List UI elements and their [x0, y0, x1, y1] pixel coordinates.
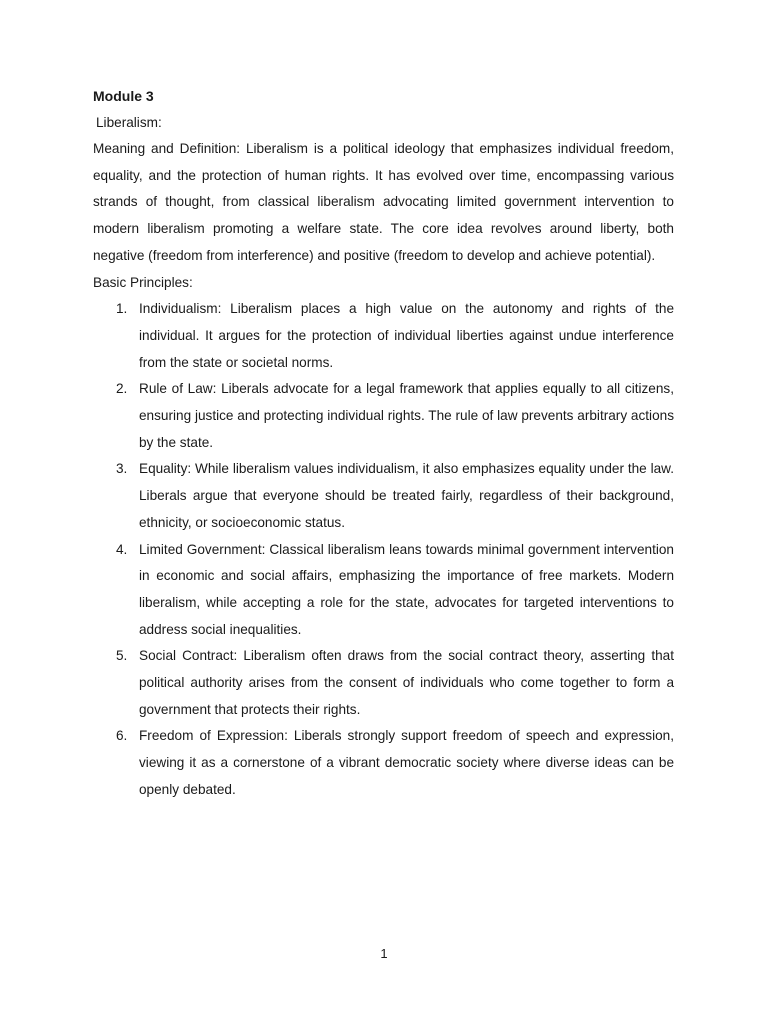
list-item-text: Individualism: Liberalism places a high value on the autonomy and rights of the individual. It argues for the protection of individual liberties against undue interference from the state or societal norms. — [139, 301, 674, 370]
document-body — [93, 86, 674, 804]
list-item-text: Limited Government: Classical liberalism leans towards minimal government intervention in economic and social affairs, emphasizing the importance of free markets. Modern liberalism, while accepting a role for the state, advocates for targeted interventions to address social inequalities. — [139, 541, 674, 637]
principles-list — [93, 296, 674, 803]
list-item — [93, 643, 674, 723]
intro-paragraph: Meaning and Definition: Liberalism is a political ideology that emphasizes individual freedom, equality, and the protection of human rights. It has evolved over time, encompassing various strands of thought, from classical liberalism advocating limited government intervention to modern liberalism promoting a welfare state. The core idea revolves around liberty, both negative (freedom from interference) and positive (freedom to develop and achieve potential). — [93, 141, 674, 263]
list-item-number: 4. — [116, 541, 128, 557]
list-item-text: Equality: While liberalism values individualism, it also emphasizes equality under the law. Liberals argue that everyone should be treated fairly, regardless of their background, ethnicity, or socioeconomic status. — [139, 461, 674, 530]
section-heading: Liberalism: — [96, 115, 162, 130]
list-item — [93, 537, 674, 644]
list-item-text: Rule of Law: Liberals advocate for a legal framework that applies equally to all citizens, ensuring justice and protecting individual rights. The rule of law prevents arbitrary actions by the state. — [139, 381, 674, 450]
principles-heading: Basic Principles: — [93, 274, 193, 290]
list-item — [93, 376, 674, 456]
list-item-text: Social Contract: Liberalism often draws from the social contract theory, asserting that political authority arises from the consent of individuals who come together to form a government that protects their rights. — [139, 648, 674, 717]
list-item-number: 1. — [116, 301, 128, 317]
list-item-number: 2. — [116, 381, 128, 397]
list-item — [93, 723, 674, 803]
list-item-text: Freedom of Expression: Liberals strongly support freedom of speech and expression, viewing it as a cornerstone of a vibrant democratic society where diverse ideas can be openly debated. — [139, 728, 674, 797]
list-item — [93, 296, 674, 376]
list-item-number: 6. — [116, 728, 128, 744]
list-item — [93, 456, 674, 536]
page-title: Module 3 — [93, 88, 154, 104]
list-item-number: 3. — [116, 461, 128, 477]
page-number: 1 — [380, 946, 388, 961]
list-item-number: 5. — [116, 648, 128, 664]
